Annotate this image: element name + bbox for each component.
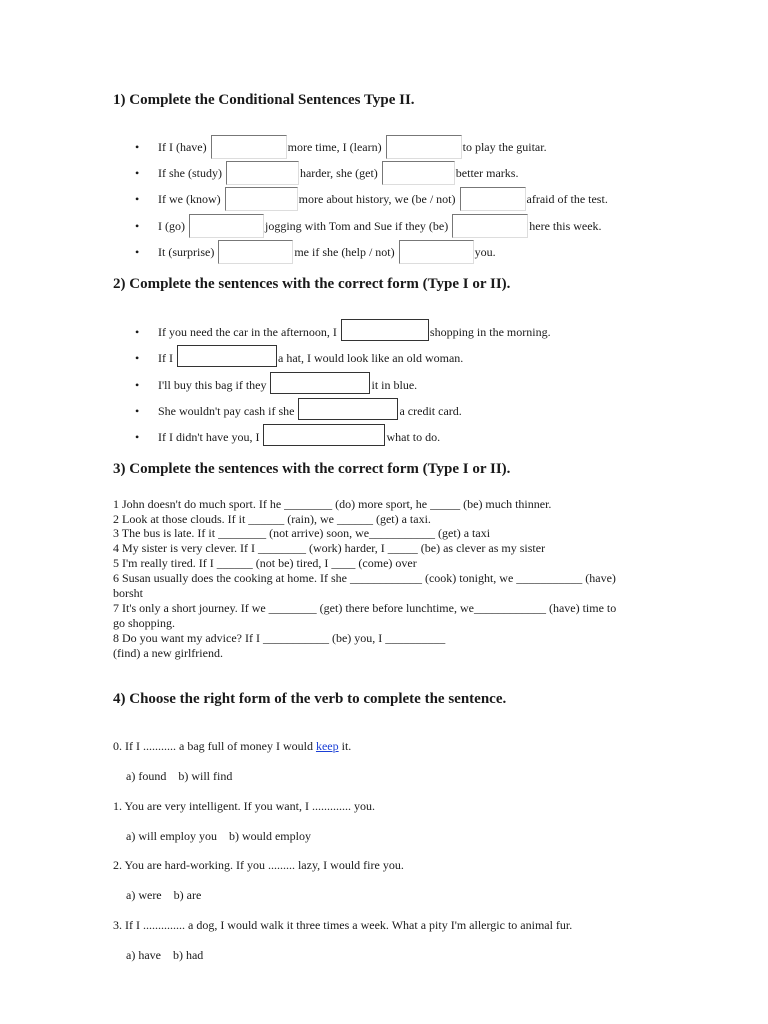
- s1-item-4-input-1[interactable]: [189, 214, 264, 238]
- bullet-icon: •: [135, 219, 140, 233]
- bullet-icon: •: [135, 140, 140, 154]
- s2-item-5-input[interactable]: [263, 424, 385, 446]
- s4-question-3: 3. If I .............. a dog, I would walk it three times a week. What a pity I'm allergic to animal fur.: [113, 918, 573, 932]
- s1-item-2-input-1[interactable]: [226, 161, 299, 185]
- s1-item-3-text-b: more about history, we (be / not): [298, 192, 456, 206]
- s4-q1-options: a) will employ you b) would employ: [126, 829, 311, 843]
- bullet-icon: •: [135, 166, 140, 180]
- s3-line-2: 2 Look at those clouds. If it ______ (rain), we ______ (get) a taxi.: [113, 512, 431, 526]
- s1-item-2-text-a: If she (study): [158, 166, 222, 180]
- s1-item-1-input-1[interactable]: [211, 135, 287, 159]
- s2-item-5: [135, 424, 440, 446]
- s2-item-1-text-a: If you need the car in the afternoon, I: [158, 325, 337, 339]
- s2-item-5-text-a: If I didn't have you, I: [158, 430, 260, 444]
- bullet-icon: •: [135, 404, 140, 418]
- s2-item-4-text-a: She wouldn't pay cash if she: [158, 404, 295, 418]
- bullet-icon: •: [135, 325, 140, 339]
- s2-item-3-text-b: it in blue.: [371, 378, 418, 392]
- s2-item-4-input[interactable]: [298, 398, 398, 420]
- s2-item-3-input[interactable]: [270, 372, 370, 394]
- section-3-title: 3) Complete the sentences with the correct form (Type I or II).: [113, 461, 511, 477]
- s3-line-7: 7 It's only a short journey. If we ________ (get) there before lunchtime, we____________ (have) time to: [113, 601, 617, 615]
- s4-q0-text-post: it.: [338, 739, 352, 753]
- s3-line-4: 4 My sister is very clever. If I ________ (work) harder, I _____ (be) as clever as my sister: [113, 541, 546, 555]
- s1-item-3-input-1[interactable]: [225, 187, 298, 211]
- s2-item-2-input[interactable]: [177, 345, 277, 367]
- s1-item-2-text-c: better marks.: [455, 166, 519, 180]
- s1-item-5-input-1[interactable]: [218, 240, 293, 264]
- s1-item-4-text-c: here this week.: [529, 219, 602, 233]
- bullet-icon: •: [135, 192, 140, 206]
- bullet-icon: •: [135, 245, 140, 259]
- s1-item-4-text-a: I (go): [158, 219, 185, 233]
- s4-q3-options: a) have b) had: [126, 948, 204, 962]
- bullet-icon: •: [135, 378, 140, 392]
- s4-q0-text-pre: 0. If I ........... a bag full of money I would: [113, 739, 316, 753]
- s2-item-1-text-b: shopping in the morning.: [429, 325, 551, 339]
- section-2-title: 2) Complete the sentences with the correct form (Type I or II).: [113, 276, 511, 292]
- s3-line-5: 5 I'm really tired. If I ______ (not be) tired, I ____ (come) over: [113, 556, 417, 570]
- s4-question-2: 2. You are hard-working. If you ......... lazy, I would fire you.: [113, 858, 404, 872]
- s1-item-2-input-2[interactable]: [382, 161, 455, 185]
- s1-item-2: [135, 161, 518, 185]
- s2-item-2-text-b: a hat, I would look like an old woman.: [278, 351, 464, 365]
- s3-line-8-cont: (find) a new girlfriend.: [113, 646, 223, 660]
- s4-question-0: [113, 739, 351, 754]
- bullet-icon: •: [135, 430, 140, 444]
- section-1-title: 1) Complete the Conditional Sentences Type II.: [113, 92, 415, 108]
- s4-q0-options: a) found b) will find: [126, 769, 233, 783]
- s1-item-1-text-c: to play the guitar.: [462, 140, 547, 154]
- s1-item-5: [135, 240, 496, 264]
- keep-link[interactable]: keep: [315, 739, 339, 753]
- s3-line-3: 3 The bus is late. If it ________ (not arrive) soon, we___________ (get) a taxi: [113, 526, 491, 540]
- s1-item-4: [135, 214, 602, 238]
- s1-item-1-input-2[interactable]: [386, 135, 462, 159]
- s3-line-7-cont: go shopping.: [113, 616, 176, 630]
- s2-item-2-text-a: If I: [158, 351, 173, 365]
- s1-item-5-text-c: you.: [474, 245, 496, 259]
- s4-question-1: 1. You are very intelligent. If you want, I ............. you.: [113, 799, 375, 813]
- s2-item-1: [135, 319, 551, 341]
- s2-item-5-text-b: what to do.: [386, 430, 441, 444]
- s2-item-2: [135, 345, 463, 367]
- s1-item-3-text-a: If we (know): [158, 192, 221, 206]
- s3-line-8: 8 Do you want my advice? If I ___________ (be) you, I __________: [113, 631, 446, 645]
- s1-item-1-text-b: more time, I (learn): [287, 140, 382, 154]
- s4-q2-options: a) were b) are: [126, 888, 202, 902]
- bullet-icon: •: [135, 351, 140, 365]
- s1-item-3-input-2[interactable]: [460, 187, 526, 211]
- s1-item-5-text-a: It (surprise): [158, 245, 215, 259]
- s2-item-1-input[interactable]: [341, 319, 429, 341]
- s3-line-1: 1 John doesn't do much sport. If he ________ (do) more sport, he _____ (be) much thinner.: [113, 497, 552, 511]
- s2-item-4: [135, 398, 462, 420]
- s3-line-6-cont: borsht: [113, 586, 143, 600]
- s1-item-1-text-a: If I (have): [158, 140, 207, 154]
- section-4-title: 4) Choose the right form of the verb to complete the sentence.: [113, 691, 507, 707]
- s1-item-3-text-c: afraid of the test.: [526, 192, 608, 206]
- s2-item-3-text-a: I'll buy this bag if they: [158, 378, 267, 392]
- s2-item-4-text-b: a credit card.: [399, 404, 462, 418]
- s2-item-3: [135, 372, 417, 394]
- s1-item-4-text-b: jogging with Tom and Sue if they (be): [265, 219, 449, 233]
- s1-item-5-text-b: me if she (help / not): [294, 245, 395, 259]
- s1-item-5-input-2[interactable]: [399, 240, 474, 264]
- s1-item-2-text-b: harder, she (get): [299, 166, 378, 180]
- s1-item-3: [135, 187, 608, 211]
- s1-item-4-input-2[interactable]: [452, 214, 528, 238]
- s1-item-1: [135, 135, 547, 159]
- s3-line-6: 6 Susan usually does the cooking at home. If she ____________ (cook) tonight, we ___________ (have): [113, 571, 616, 585]
